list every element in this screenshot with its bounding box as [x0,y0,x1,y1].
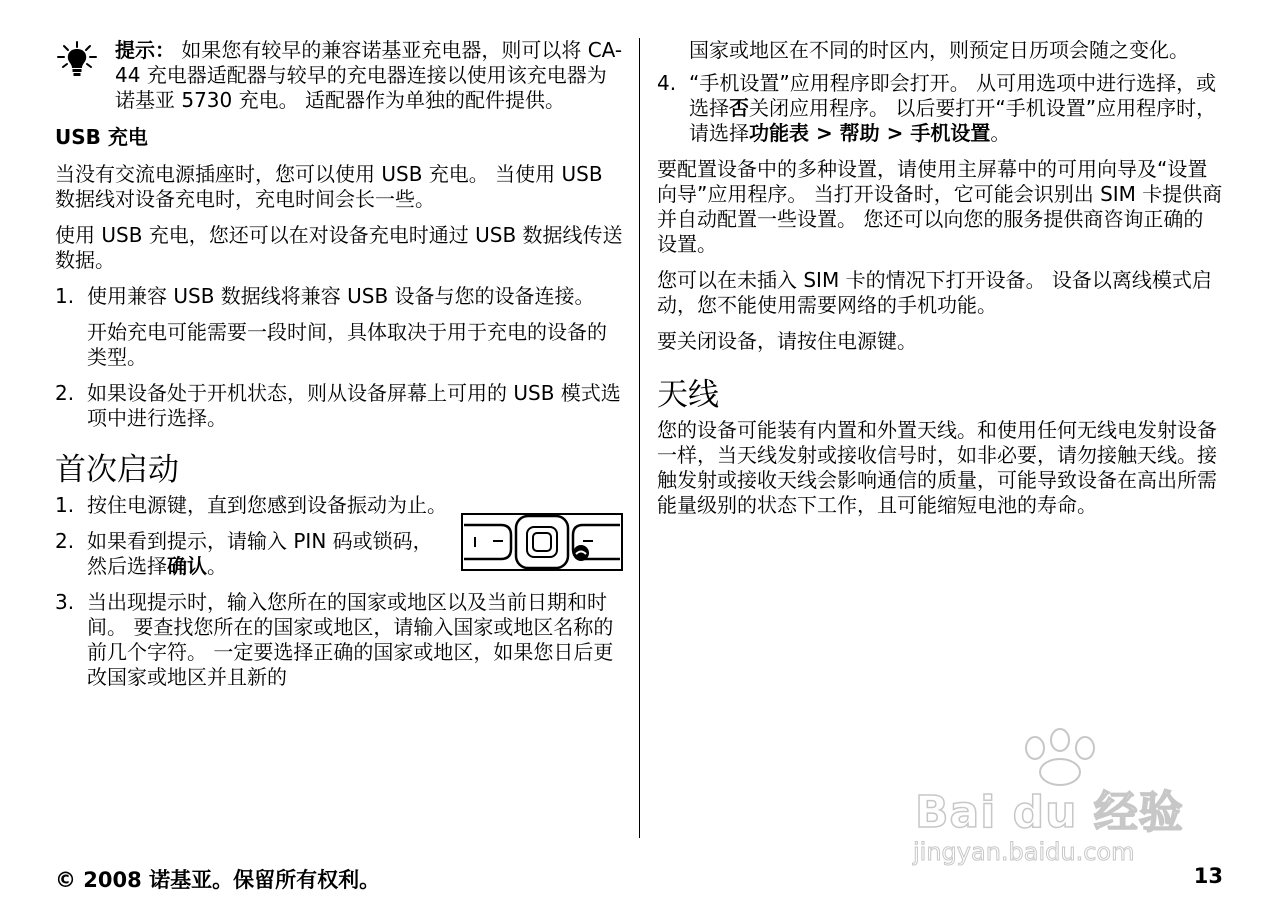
first-start-heading: 首次启动 [55,452,179,488]
right-column [657,38,1223,529]
step-3-continued: 国家或地区在不同的时区内，则预定日历项会随之变化。 [689,38,1189,62]
first-start-step-4 [657,71,1223,146]
first-start-step-3 [55,590,623,690]
step-text: 当出现提示时，输入您所在的国家或地区以及当前日期和时间。 要查找您所在的国家或地区，请输入国家或地区名称的前几个字符。 一定要选择正确的国家或地区，如果您日后更改国家或地区并且新的 [87,590,614,689]
offline-paragraph: 您可以在未插入 SIM 卡的情况下打开设备。 设备以离线模式启动，您不能使用需要网络的手机功能。 [657,268,1212,317]
step-number: 1. [55,284,75,308]
step-text-part: 。 [207,554,227,578]
baidu-watermark [905,728,1215,868]
no-menu-term: 否 [729,96,749,120]
usb-step-2 [55,381,623,431]
step-text: 如果设备处于开机状态，则从设备屏幕上可用的 USB 模式选项中进行选择。 [87,381,621,430]
tip-box [55,38,623,113]
antenna-paragraph: 您的设备可能装有内置和外置天线。和使用任何无线电发射设备一样，当天线发射或接收信号时，如非必要，请勿接触天线。接触发射或接收天线会影响通信的质量，可能导致设备在高出所需能量级别的状态下工作，且可能缩短电池的寿命。 [657,418,1217,517]
first-start-steps [55,493,623,690]
step-text [87,529,449,579]
menu-path-term: 功能表 > 帮助 > 手机设置 [749,121,991,145]
step-number: 3. [55,590,75,614]
copyright-footer: © 2008 诺基亚。保留所有权利。 [55,868,381,892]
step-text-part: 如果看到提示，请输入 PIN 码或锁码，然后选择 [87,529,433,578]
page-number: 13 [1193,864,1223,888]
step-text: 使用兼容 USB 数据线将兼容 USB 设备与您的设备连接。 [87,284,595,308]
column-divider [639,38,640,838]
usb-step-1-note: 开始充电可能需要一段时间，具体取决于用于充电的设备的类型。 [87,320,607,369]
step-text: 按住电源键，直到您感到设备振动为止。 [87,493,447,517]
step-text-part: “手机设置”应用程序即会打开。 从可用选项中进行选择，或选择 [689,71,1217,120]
lightbulb-icon [55,38,115,113]
step-text [689,71,1223,146]
antenna-heading: 天线 [657,377,719,413]
confirm-menu-term: 确认 [167,554,207,578]
tip-label: 提示： [115,38,175,62]
settings-paragraph: 要配置设备中的多种设置，请使用主屏幕中的可用向导及“设置向导”应用程序。 当打开设备时，它可能会识别出 SIM 卡提供商并自动配置一些设置。 您还可以向您的服务提供商咨询正确的设置。 [657,157,1223,256]
usb-paragraph-2: 使用 USB 充电，您还可以在对设备充电时通过 USB 数据线传送数据。 [55,223,623,272]
step-text-part: 关闭应用程序。 以后要打开“手机设置”应用程序时，请选择 [689,96,1217,145]
watermark-brand: Bai du 经验 [915,787,1184,838]
usb-paragraph-1: 当没有交流电源插座时，您可以使用 USB 充电。 当使用 USB 数据线对设备充电时，充电时间会长一些。 [55,162,603,211]
tip-text [115,38,623,113]
left-column [55,38,623,701]
phone-keypad-illustration [461,513,623,571]
usb-charging-heading: USB 充电 [55,125,148,149]
step-number: 4. [657,71,677,95]
tip-body: 如果您有较早的兼容诺基亚充电器，则可以将 CA-44 充电器适配器与较早的充电器连接以使用该充电器为诺基亚 5730 充电。 适配器作为单独的配件提供。 [115,38,623,112]
step-number: 2. [55,529,75,553]
watermark-url: jingyan.baidu.com [913,838,1135,866]
usb-step-1 [55,284,623,309]
step-text-part: 。 [990,121,1011,145]
step-number: 2. [55,381,75,405]
step-number: 1. [55,493,75,517]
power-off-paragraph: 要关闭设备，请按住电源键。 [657,329,917,353]
